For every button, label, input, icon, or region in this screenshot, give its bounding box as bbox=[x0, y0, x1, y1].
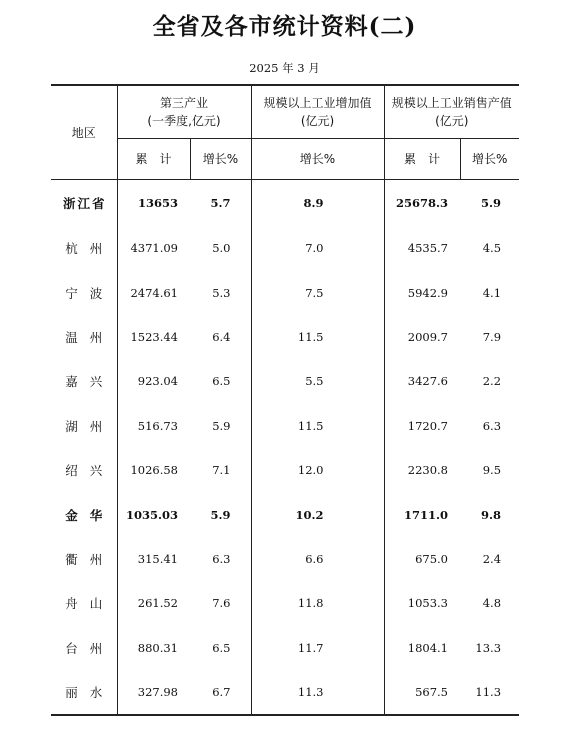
header-industrial-added-value bbox=[251, 85, 384, 139]
header-added-growth: 增长% bbox=[251, 139, 384, 180]
tertiary-cumulative: 516.73 bbox=[137, 418, 178, 433]
sales-cumulative: 5942.9 bbox=[407, 285, 448, 300]
added-value-growth: 7.5 bbox=[251, 270, 384, 314]
table-row bbox=[51, 270, 519, 314]
sales-growth: 5.9 bbox=[481, 196, 502, 210]
tertiary-cumulative: 4371.09 bbox=[130, 241, 178, 256]
tertiary-growth: 5.7 bbox=[190, 180, 251, 227]
tertiary-cumulative: 2474.61 bbox=[130, 285, 178, 300]
sales-cumulative: 1053.3 bbox=[407, 596, 448, 611]
table-row bbox=[51, 180, 519, 227]
sales-growth: 4.8 bbox=[482, 596, 502, 611]
added-value-growth: 11.5 bbox=[251, 315, 384, 359]
sales-cumulative: 1720.7 bbox=[407, 418, 448, 433]
sales-cumulative: 4535.7 bbox=[407, 241, 448, 256]
table-row bbox=[51, 670, 519, 715]
tertiary-growth: 6.3 bbox=[190, 537, 251, 581]
sales-growth: 9.5 bbox=[482, 463, 502, 478]
tertiary-growth: 6.5 bbox=[190, 359, 251, 403]
region-name: 宁波 bbox=[51, 270, 117, 314]
region-name: 舟山 bbox=[51, 581, 117, 625]
tertiary-growth: 6.7 bbox=[190, 670, 251, 715]
tertiary-cumulative: 1523.44 bbox=[130, 329, 178, 344]
region-name: 浙江省 bbox=[51, 180, 117, 227]
tertiary-cumulative: 261.52 bbox=[137, 596, 178, 611]
region-name: 绍兴 bbox=[51, 448, 117, 492]
header-tertiary bbox=[117, 85, 251, 139]
tertiary-growth: 7.6 bbox=[190, 581, 251, 625]
region-name: 杭州 bbox=[51, 226, 117, 270]
added-value-growth: 11.3 bbox=[251, 670, 384, 715]
table-body bbox=[51, 180, 519, 716]
sales-growth: 2.4 bbox=[482, 551, 502, 566]
table-row bbox=[51, 448, 519, 492]
sales-growth: 13.3 bbox=[475, 640, 502, 655]
region-name: 金华 bbox=[51, 492, 117, 536]
sales-growth: 7.9 bbox=[482, 329, 502, 344]
added-value-growth: 11.5 bbox=[251, 404, 384, 448]
region-name: 嘉兴 bbox=[51, 359, 117, 403]
header-industrial-sales-line2: (亿元) bbox=[435, 114, 469, 128]
tertiary-cumulative: 327.98 bbox=[117, 670, 190, 715]
tertiary-cumulative: 880.31 bbox=[137, 640, 178, 655]
added-value-growth: 11.8 bbox=[251, 581, 384, 625]
tertiary-growth: 5.0 bbox=[190, 226, 251, 270]
tertiary-growth: 5.9 bbox=[190, 492, 251, 536]
sales-growth: 2.2 bbox=[482, 374, 502, 389]
tertiary-cumulative: 923.04 bbox=[137, 374, 178, 389]
header-industrial-added-line2: (亿元) bbox=[300, 114, 335, 128]
table-row bbox=[51, 537, 519, 581]
table-row bbox=[51, 492, 519, 536]
region-name: 丽水 bbox=[51, 670, 117, 715]
tertiary-cumulative: 13653 bbox=[137, 196, 178, 210]
table-row bbox=[51, 359, 519, 403]
added-value-growth: 8.9 bbox=[251, 180, 384, 227]
tertiary-growth: 5.9 bbox=[190, 404, 251, 448]
sales-cumulative: 1711.0 bbox=[403, 507, 448, 522]
header-sales-growth: 增长% bbox=[460, 139, 519, 180]
header-industrial-sales-line1: 规模以上工业销售产值 bbox=[391, 96, 512, 110]
table-header bbox=[51, 85, 519, 180]
tertiary-growth: 5.3 bbox=[190, 270, 251, 314]
tertiary-growth: 6.5 bbox=[190, 626, 251, 670]
sales-growth: 4.5 bbox=[482, 241, 502, 256]
sales-cumulative: 675.0 bbox=[415, 551, 448, 566]
region-name: 台州 bbox=[51, 626, 117, 670]
page-title: 全省及各市统计资料(二) bbox=[152, 13, 417, 40]
added-value-growth: 11.7 bbox=[251, 626, 384, 670]
sales-cumulative: 2230.8 bbox=[407, 463, 448, 478]
sales-cumulative: 25678.3 bbox=[395, 196, 448, 210]
tertiary-growth: 6.4 bbox=[190, 315, 251, 359]
report-date: 2025 年 3 月 bbox=[249, 61, 320, 75]
header-tertiary-growth: 增长% bbox=[190, 139, 251, 180]
table-row bbox=[51, 404, 519, 448]
sales-cumulative: 567.5 bbox=[384, 670, 460, 715]
header-tertiary-line2: (一季度,亿元) bbox=[147, 114, 221, 128]
header-tertiary-cumulative: 累 计 bbox=[117, 139, 190, 180]
added-value-growth: 7.0 bbox=[251, 226, 384, 270]
sales-growth: 11.3 bbox=[460, 670, 519, 715]
region-name: 衢州 bbox=[51, 537, 117, 581]
added-value-growth: 12.0 bbox=[251, 448, 384, 492]
header-industrial-sales bbox=[384, 85, 519, 139]
tertiary-cumulative: 1026.58 bbox=[130, 463, 178, 478]
header-industrial-added-line1: 规模以上工业增加值 bbox=[263, 96, 372, 110]
table-row bbox=[51, 581, 519, 625]
header-region: 地区 bbox=[51, 85, 117, 180]
header-tertiary-line1: 第三产业 bbox=[159, 96, 208, 110]
sales-growth: 9.8 bbox=[481, 507, 502, 522]
tertiary-cumulative: 1035.03 bbox=[125, 507, 178, 522]
region-name: 湖州 bbox=[51, 404, 117, 448]
table-row bbox=[51, 226, 519, 270]
tertiary-growth: 7.1 bbox=[190, 448, 251, 492]
region-name: 温州 bbox=[51, 315, 117, 359]
added-value-growth: 5.5 bbox=[251, 359, 384, 403]
table-row bbox=[51, 626, 519, 670]
sales-cumulative: 2009.7 bbox=[407, 329, 448, 344]
sales-cumulative: 3427.6 bbox=[407, 374, 448, 389]
statistics-table bbox=[51, 84, 519, 716]
sales-growth: 4.1 bbox=[482, 285, 502, 300]
tertiary-cumulative: 315.41 bbox=[137, 551, 178, 566]
table-row bbox=[51, 315, 519, 359]
header-sales-cumulative: 累 计 bbox=[384, 139, 460, 180]
added-value-growth: 10.2 bbox=[251, 492, 384, 536]
added-value-growth: 6.6 bbox=[251, 537, 384, 581]
sales-growth: 6.3 bbox=[482, 418, 502, 433]
sales-cumulative: 1804.1 bbox=[407, 640, 448, 655]
